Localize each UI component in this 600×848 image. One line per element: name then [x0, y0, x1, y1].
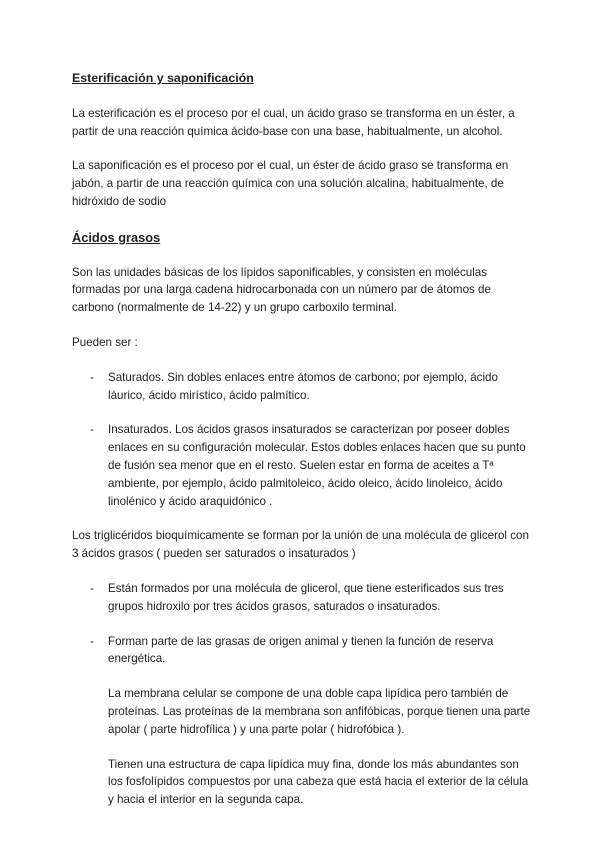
- list-item-glicerol: [72, 580, 534, 616]
- section-title-esterificacion: Esterificación y saponificación: [72, 71, 254, 85]
- bullet-dash: -: [90, 370, 94, 384]
- list-item-text: Saturados. Sin dobles enlaces entre átomos de carbono; por ejemplo, ácido láurico, ácido mirístico, ácido palmítico.: [108, 370, 498, 402]
- paragraph-esterificacion: La esterificación es el proceso por el cual, un ácido graso se transforma en un éster, a partir de una reacción química ácido-base con una base, habitualmente, un alcohol.: [72, 106, 515, 138]
- paragraph-saponificacion: La saponificación es el proceso por el cual, un éster de ácido graso se transforma en jabón, a partir de una reacción química con una solución alcalina, habitualmente, de hidróxido de sodio: [72, 159, 509, 208]
- list-item-text: Insaturados. Los ácidos grasos insaturados se caracterizan por poseer dobles enlaces en su configuración molecular. Estos dobles enlaces hacen que su punto de fusión sea menor que en el resto. Suelen estar en forma de aceites a Tª ambiente, por ejemplo, ácido palmitoleico, ácido oleico, ácido linoleico, ácido linolénico y ácido araquidónico .: [108, 423, 526, 508]
- section-title-acidos-grasos: Ácidos grasos: [72, 229, 161, 245]
- paragraph-trigliceridos: Los triglicéridos bioquímicamente se forman por la unión de una molécula de glicerol con 3 ácidos grasos ( pueden ser saturados o insaturados ): [72, 529, 529, 561]
- paragraph-membrana-celular: La membrana celular se compone de una doble capa lipídica pero también de proteínas. Las proteínas de la membrana son anfifóbicas, porque tienen una parte apolar ( parte hidrofílica ) y una parte polar ( hidrofóbica ).: [108, 687, 531, 736]
- list-item-saturados: [72, 369, 534, 405]
- paragraph-pueden-ser: Pueden ser :: [72, 335, 138, 349]
- list-item-grasas-animal: [72, 633, 534, 669]
- bullet-dash: -: [90, 634, 94, 648]
- bullet-dash: -: [90, 581, 94, 595]
- document-page: [72, 70, 534, 809]
- paragraph-capa-lipidica: Tienen una estructura de capa lipídica muy fina, donde los más abundantes son los fosfolípidos compuestos por una cabeza que está hacia el exterior de la célula y hacia el interior en la segunda capa.: [108, 757, 529, 807]
- list-item-text: Forman parte de las grasas de origen animal y tienen la función de reserva energética.: [108, 634, 494, 666]
- list-item-insaturados: [72, 421, 534, 510]
- list-item-text: Están formados por una molécula de glicerol, que tiene esterificados sus tres grupos hidroxilo por tres ácidos grasos, saturados o insaturados.: [108, 581, 504, 613]
- bullet-dash: -: [90, 423, 94, 437]
- paragraph-acidos-grasos-intro: Son las unidades básicas de los lípidos saponificables, y consisten en moléculas formadas por una larga cadena hidrocarbonada con un número par de átomos de carbono (normalmente de 14-22) y un grupo carboxilo terminal.: [72, 265, 491, 315]
